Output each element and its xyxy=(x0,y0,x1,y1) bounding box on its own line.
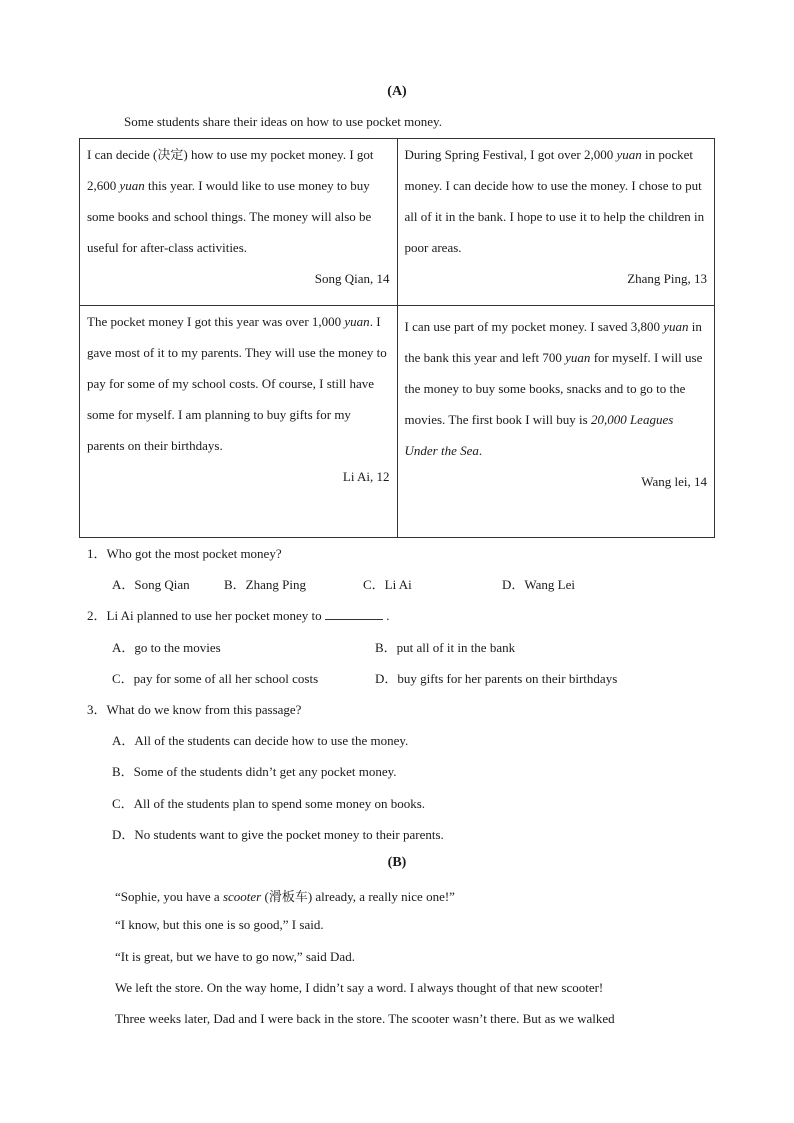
q3-option-d[interactable]: D．No students want to give the pocket money to their parents. xyxy=(112,827,444,842)
card-signature: Wang lei, 14 xyxy=(641,474,707,489)
card-text: During Spring Festival, I got over 2,000 yuan in pocket money. I can decide how to use the money. I chose to put all of it in the bank. I hope to use it to help the children in poor areas. xyxy=(404,147,705,255)
story-paragraph-4: We left the store. On the way home, I didn’t say a word. I always thought of that new scooter! xyxy=(115,980,604,995)
story-paragraph-2: “I know, but this one is so good,” I said. xyxy=(115,917,324,932)
student-ideas-table xyxy=(79,138,715,538)
q3-option-c[interactable]: C．All of the students plan to spend some money on books. xyxy=(112,796,426,811)
q1-option-b[interactable]: B．Zhang Ping xyxy=(224,577,306,592)
card-signature: Li Ai, 12 xyxy=(342,469,390,484)
q2-option-d[interactable]: D．buy gifts for her parents on their birthdays xyxy=(375,671,618,686)
story-paragraph-5: Three weeks later, Dad and I were back in the store. The scooter wasn’t there. But as we walked xyxy=(115,1011,615,1026)
section-a-heading: (A) xyxy=(387,84,407,99)
q2-option-c[interactable]: C．pay for some of all her school costs xyxy=(112,671,319,686)
q2-option-a[interactable]: A．go to the movies xyxy=(112,640,221,655)
card-song-qian xyxy=(80,139,398,306)
q1-option-d[interactable]: D．Wang Lei xyxy=(502,577,575,592)
card-wang-lei xyxy=(397,306,715,538)
card-text: I can use part of my pocket money. I saved 3,800 yuan in the bank this year and left 700 yuan for myself. I will use the money to buy some books, snacks and to go to the movies. The first book I will buy is 20,000 Leagues Under the Sea. xyxy=(404,319,703,458)
q2-option-b[interactable]: B．put all of it in the bank xyxy=(375,640,516,655)
story-paragraph-1: “Sophie, you have a scooter (滑板车) already, a really nice one!” xyxy=(115,889,455,904)
q1-option-a[interactable]: A．Song Qian xyxy=(112,577,190,592)
question-3-stem: 3．What do we know from this passage? xyxy=(87,702,302,717)
story-paragraph-3: “It is great, but we have to go now,” said Dad. xyxy=(115,949,355,964)
card-li-ai xyxy=(80,306,398,538)
card-signature: Zhang Ping, 13 xyxy=(627,271,707,286)
question-1-stem: 1．Who got the most pocket money? xyxy=(87,546,282,561)
card-text: The pocket money I got this year was over 1,000 yuan. I gave most of it to my parents. They will use the money to pay for some of my school costs. Of course, I still have some for myself. I am planning to buy gifts for my parents on their birthdays. xyxy=(87,314,387,453)
q1-option-c[interactable]: C．Li Ai xyxy=(363,577,412,592)
card-text: I can decide (决定) how to use my pocket money. I got 2,600 yuan this year. I would like to use money to buy some books and school things. The money will also be useful for after-class activities. xyxy=(87,147,374,255)
question-2-stem: 2．Li Ai planned to use her pocket money to . xyxy=(87,608,390,623)
q3-option-b[interactable]: B．Some of the students didn’t get any pocket money. xyxy=(112,764,397,779)
answer-blank[interactable] xyxy=(325,607,383,620)
card-signature: Song Qian, 14 xyxy=(314,271,390,286)
card-zhang-ping xyxy=(397,139,715,306)
section-b-heading: (B) xyxy=(387,855,407,870)
section-a-intro: Some students share their ideas on how to use pocket money. xyxy=(124,114,442,129)
q3-option-a[interactable]: A．All of the students can decide how to use the money. xyxy=(112,733,409,748)
